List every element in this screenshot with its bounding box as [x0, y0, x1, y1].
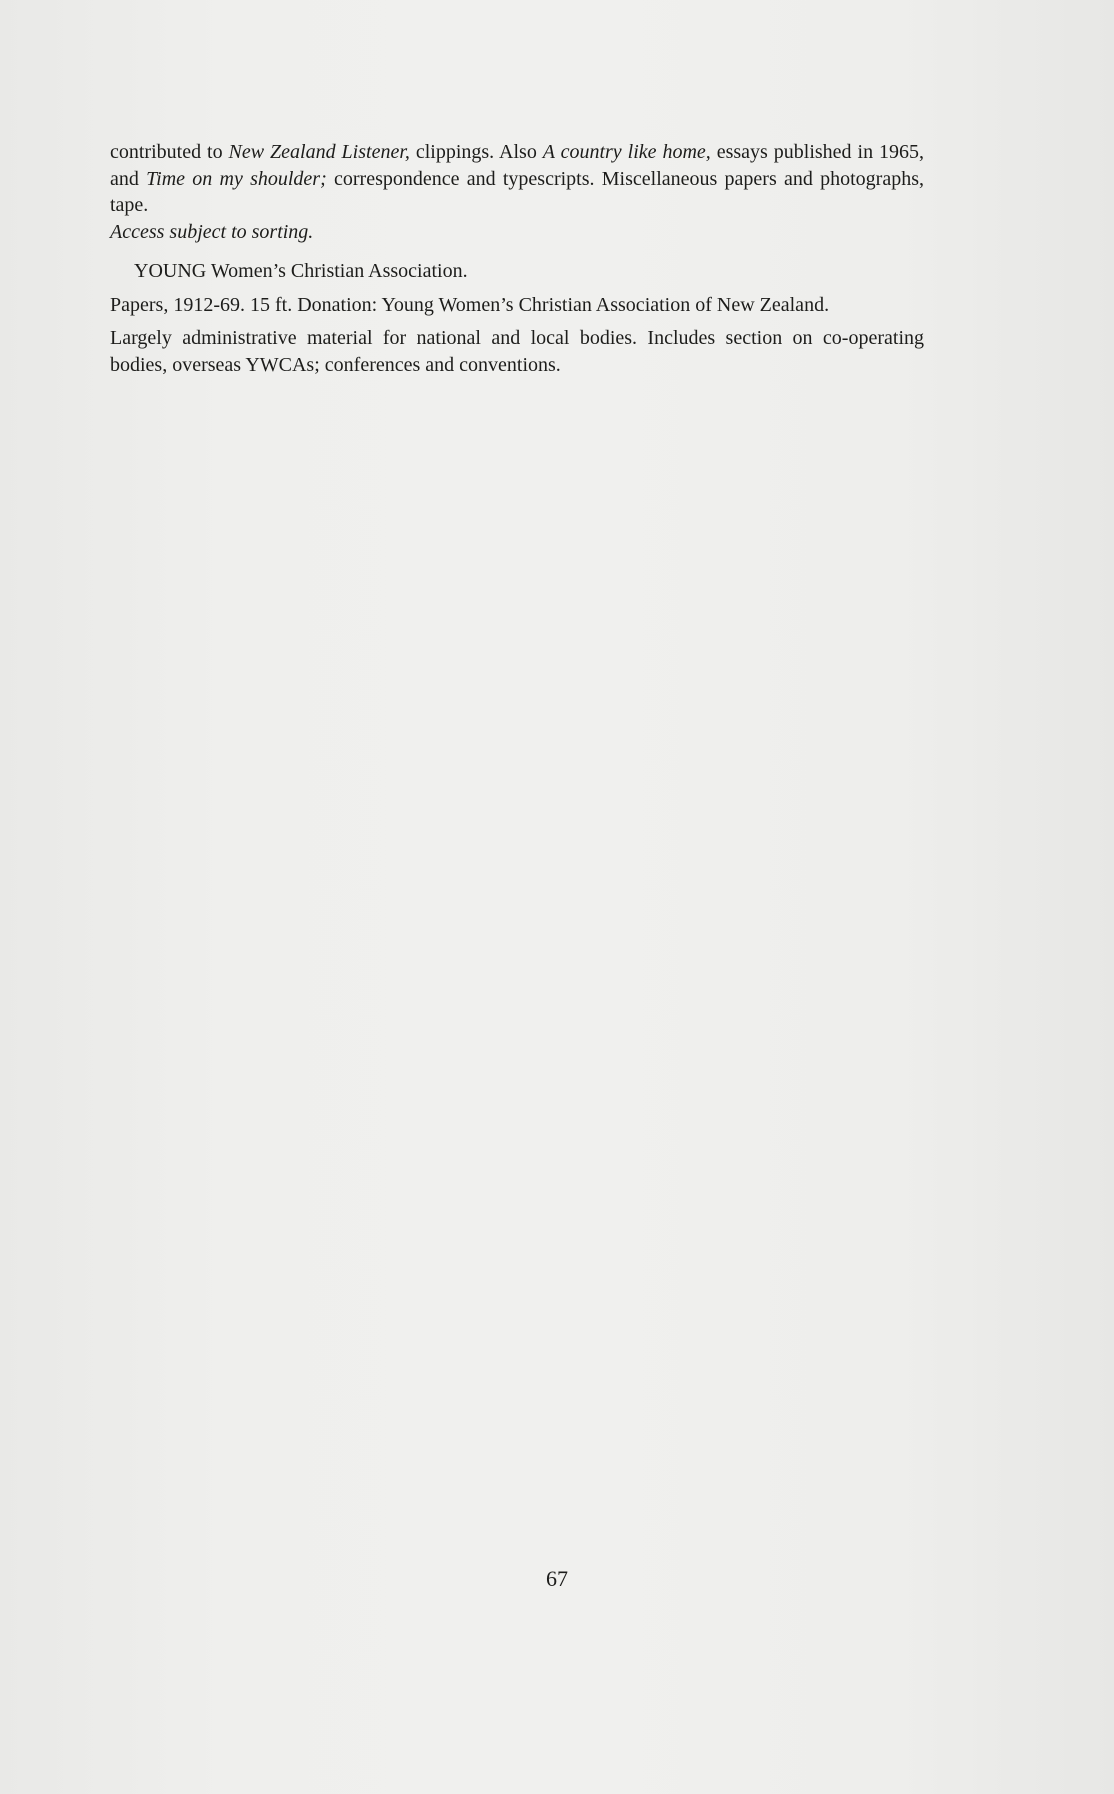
- access-note: Access subject to sorting.: [110, 220, 314, 243]
- page-number: 67: [546, 1566, 568, 1591]
- continuation-title-shoulder: Time on my shoulder;: [146, 167, 327, 190]
- continuation-text-3: essays published in 1965, and: [110, 141, 925, 190]
- main-text-block: [110, 139, 924, 378]
- continuation-title-listener: New Zealand Listener,: [228, 141, 410, 163]
- continuation-text-4: correspondence and typescripts. Miscellaneous papers and photographs, tape.: [110, 167, 924, 216]
- entry-details: Papers, 1912-69. 15 ft. Donation: Young Women’s Christian Association of New Zealand.: [110, 293, 830, 316]
- entry-description: Largely administrative material for national and local bodies. Includes section on co-operating bodies, overseas YWCAs; conferences and conventions.: [110, 327, 924, 376]
- continuation-text-2: clippings. Also: [409, 141, 543, 163]
- continuation-text-1: contributed to: [110, 141, 229, 163]
- continuation-title-country: A country like home,: [542, 141, 711, 163]
- entry-heading: YOUNG Women’s Christian Association.: [134, 260, 468, 282]
- continuation-paragraph: [110, 139, 924, 219]
